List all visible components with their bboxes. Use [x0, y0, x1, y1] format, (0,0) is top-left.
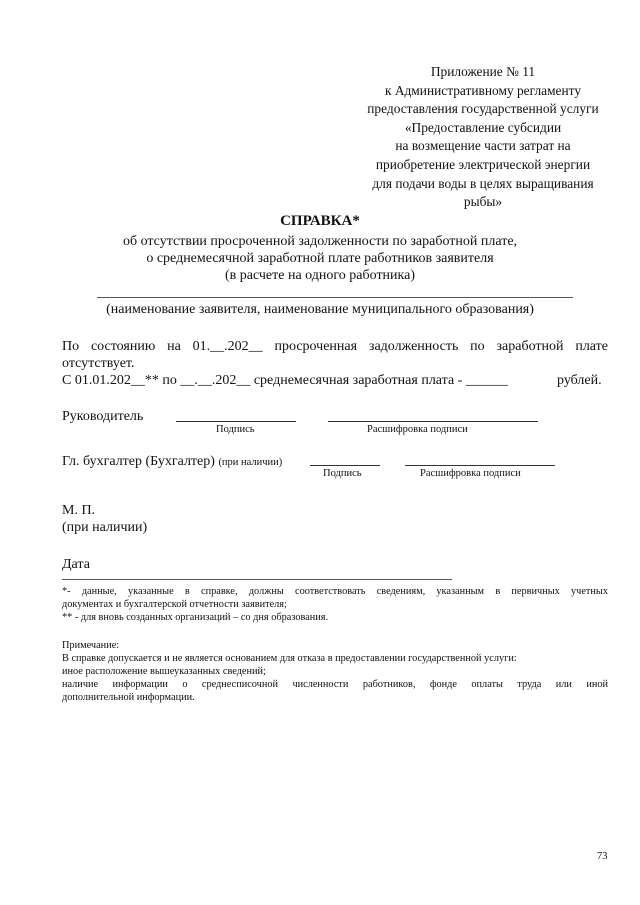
head-transcript-line [328, 421, 538, 422]
title-line: о среднемесячной заработной плате работников заявителя [146, 251, 494, 266]
applicant-caption: (наименование заявителя, наименование муниципального образования) [106, 302, 534, 317]
page-number: 73 [597, 851, 608, 862]
transcript-caption: Расшифровка подписи [420, 468, 521, 479]
document-title: СПРАВКА* [280, 213, 360, 229]
footnote-line: ** - для вновь созданных организаций – со дня образования. [62, 612, 329, 623]
applicant-name-line [97, 297, 573, 298]
appendix-line: к Административному регламенту [384, 82, 582, 98]
accountant-title: Гл. бухгалтер (Бухгалтер) [62, 454, 215, 469]
accountant-signature-line [310, 465, 380, 466]
seal-label: М. П. [62, 503, 96, 518]
remark-line: наличие информации о среднесписочной численности работников, фонде оплаты труда или иной [62, 679, 608, 690]
title-line: об отсутствии просроченной задолженности по заработной плате, [122, 234, 518, 249]
statement-line: По состоянию на 01.__.202__ просроченная задолженность по заработной плате [62, 339, 608, 354]
head-label: Руководитель [62, 409, 144, 424]
appendix-line: приобретение электрической энергии [375, 156, 591, 172]
remark-line: дополнительной информации. [62, 692, 195, 703]
accountant-transcript-line [405, 465, 555, 466]
appendix-header [348, 63, 618, 212]
remark-line: В справке допускается и не является основанием для отказа в предоставлении государственной услуги: [62, 653, 517, 664]
appendix-line: для подачи воды в целях выращивания [372, 175, 594, 191]
head-signature-line [176, 421, 296, 422]
appendix-line: предоставления государственной услуги [367, 101, 599, 117]
statement-line: С 01.01.202__** по __.__.202__ среднемесячная заработная плата - ______ [62, 373, 508, 388]
remark-heading: Примечание: [62, 640, 120, 651]
statement-line: отсутствует. [62, 356, 135, 371]
appendix-line: «Предоставление субсидии [404, 119, 562, 135]
remark-line: иное расположение вышеуказанных сведений; [62, 666, 266, 677]
appendix-line: Приложение № 11 [430, 64, 536, 79]
accountant-label [62, 453, 282, 471]
appendix-line: на возмещение части затрат на [395, 138, 571, 154]
footnote-separator [62, 579, 452, 580]
footnote-line: документах и бухгалтерской отчетности заявителя; [62, 599, 287, 610]
title-line: (в расчете на одного работника) [224, 268, 416, 283]
accountant-note: (при наличии) [218, 457, 283, 468]
signature-caption: Подпись [216, 424, 255, 435]
appendix-line: рыбы» [463, 194, 503, 210]
footnote-line: *- данные, указанные в справке, должны соответствовать сведениям, указанным в первичных учетных [62, 586, 608, 597]
transcript-caption: Расшифровка подписи [367, 424, 468, 435]
seal-note: (при наличии) [62, 520, 148, 535]
signature-caption: Подпись [323, 468, 362, 479]
date-label: Дата [62, 557, 90, 572]
currency-label: рублей. [557, 373, 602, 388]
